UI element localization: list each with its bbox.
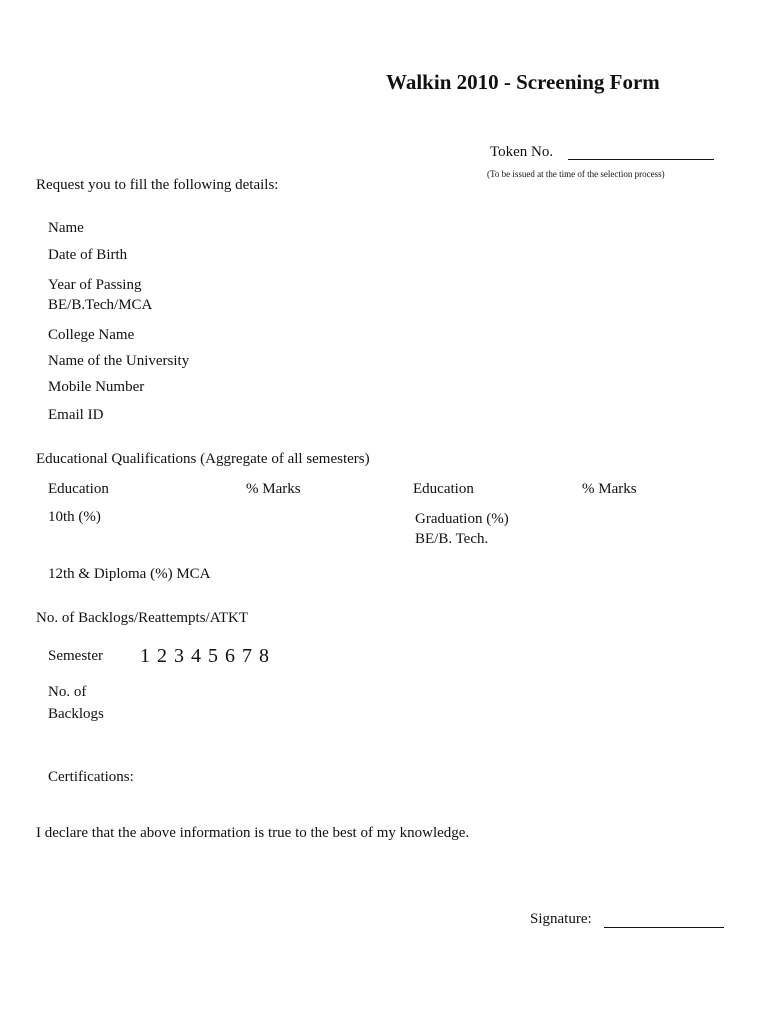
certifications-label: Certifications: bbox=[48, 769, 134, 785]
university-label: Name of the University bbox=[48, 353, 190, 369]
row-graduation-degree-label: BE/B. Tech. bbox=[415, 531, 489, 547]
college-name-label: College Name bbox=[48, 327, 135, 343]
year-of-passing-label: Year of Passing bbox=[48, 277, 142, 293]
semester-label: Semester bbox=[48, 648, 103, 664]
signature-label: Signature: bbox=[530, 911, 592, 927]
education-col-header-2: Education bbox=[413, 481, 474, 497]
year-of-passing-degree-label: BE/B.Tech/MCA bbox=[48, 297, 153, 313]
backlogs-label-line1: No. of bbox=[48, 684, 87, 700]
dob-label: Date of Birth bbox=[48, 247, 128, 263]
backlogs-label-line2: Backlogs bbox=[48, 706, 104, 722]
signature-blank-line bbox=[604, 927, 724, 928]
declaration-text: I declare that the above information is true to the best of my knowledge. bbox=[36, 825, 470, 841]
semester-numbers: 1 2 3 4 5 6 7 8 bbox=[140, 645, 270, 667]
education-col-header-1: Education bbox=[48, 481, 109, 497]
form-title: Walkin 2010 - Screening Form bbox=[386, 70, 660, 94]
token-label: Token No. bbox=[490, 144, 554, 160]
intro-text: Request you to fill the following details: bbox=[36, 177, 279, 193]
row-12th-label: 12th & Diploma (%) MCA bbox=[48, 566, 211, 582]
mobile-label: Mobile Number bbox=[48, 379, 145, 395]
email-label: Email ID bbox=[48, 407, 104, 423]
row-10th-label: 10th (%) bbox=[48, 509, 101, 525]
row-graduation-label: Graduation (%) bbox=[415, 511, 509, 527]
name-label: Name bbox=[48, 220, 84, 236]
backlogs-heading: No. of Backlogs/Reattempts/ATKT bbox=[36, 610, 249, 626]
education-heading: Educational Qualifications (Aggregate of all semesters) bbox=[36, 451, 370, 467]
token-note: (To be issued at the time of the selection process) bbox=[487, 169, 665, 179]
marks-col-header-1: % Marks bbox=[246, 481, 301, 497]
token-blank-line bbox=[568, 159, 714, 160]
marks-col-header-2: % Marks bbox=[582, 481, 637, 497]
